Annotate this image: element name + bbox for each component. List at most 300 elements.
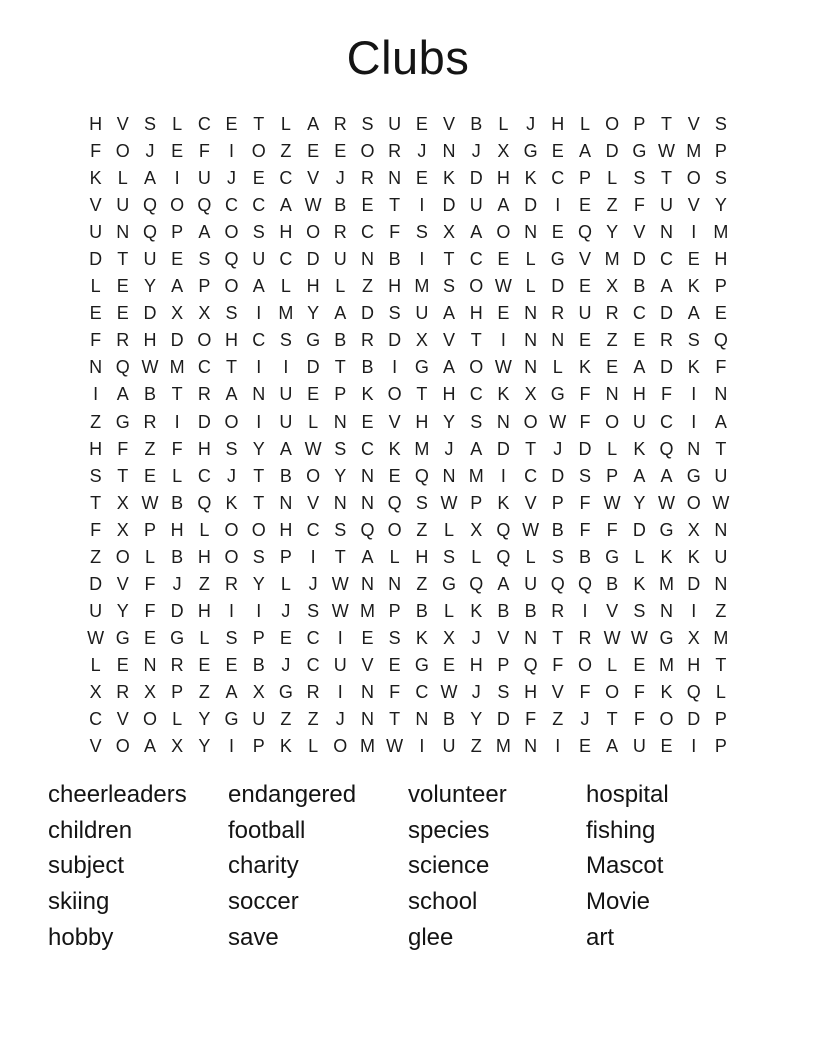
grid-letter: Q (414, 465, 429, 486)
grid-letter: N (714, 384, 728, 405)
grid-letter: H (143, 330, 157, 351)
grid-letter: H (197, 438, 211, 459)
grid-letter: I (419, 249, 425, 270)
grid-letter: E (252, 168, 265, 189)
grid-letter: I (691, 736, 697, 757)
grid-letter: C (551, 168, 565, 189)
grid-letter: V (116, 709, 129, 730)
grid-letter: U (415, 303, 429, 324)
grid-letter: D (605, 141, 619, 162)
grid-letter: S (225, 627, 238, 648)
grid-letter: Z (280, 141, 292, 162)
word-item: art (586, 923, 615, 951)
grid-letter: S (225, 303, 238, 324)
grid-letter: L (172, 114, 183, 135)
grid-letter: E (143, 627, 156, 648)
grid-letter: X (443, 222, 456, 243)
grid-letter: G (115, 411, 130, 432)
grid-letter: S (497, 682, 510, 702)
grid-letter: O (115, 736, 130, 757)
grid-letter: Z (90, 546, 102, 567)
grid-letter: E (578, 276, 591, 297)
grid-letter: V (388, 411, 401, 432)
grid-letter: D (170, 330, 184, 351)
grid-letter: J (227, 168, 237, 189)
grid-letter: O (605, 682, 620, 702)
grid-letter: E (633, 330, 646, 351)
grid-letter: C (415, 682, 429, 702)
grid-letter: N (524, 627, 538, 648)
grid-letter: C (632, 303, 646, 324)
grid-letter: N (524, 330, 538, 351)
grid-letter: T (715, 654, 727, 675)
grid-letter: S (361, 114, 374, 135)
grid-letter: F (144, 600, 156, 621)
grid-letter: K (497, 492, 510, 513)
grid-letter: Q (577, 573, 592, 594)
grid-letter: E (606, 357, 619, 378)
grid-letter: W (712, 492, 730, 513)
grid-letter: A (143, 168, 156, 189)
word-item: hobby (48, 923, 114, 951)
grid-letter: A (606, 736, 619, 757)
grid-letter: V (551, 682, 564, 702)
grid-letter: E (660, 736, 673, 757)
grid-letter: Q (142, 222, 157, 243)
grid-letter: O (523, 411, 538, 432)
grid-letter: W (549, 411, 567, 432)
grid-letter: Y (606, 222, 619, 243)
grid-letter: E (198, 654, 211, 675)
grid-letter: I (691, 600, 697, 621)
grid-letter: X (116, 492, 129, 513)
grid-letter: M (686, 141, 702, 162)
grid-letter: I (256, 303, 262, 324)
grid-letter: O (387, 519, 402, 540)
grid-letter: K (578, 357, 591, 378)
grid-letter: H (279, 222, 293, 243)
grid-letter: T (661, 168, 673, 189)
grid-letter: I (500, 330, 506, 351)
grid-letter: C (469, 249, 483, 270)
grid-letter: V (687, 195, 700, 216)
grid-letter: A (470, 438, 483, 459)
grid-letter: O (306, 222, 321, 243)
grid-letter: S (143, 114, 156, 135)
grid-letter: U (252, 249, 266, 270)
grid-letter: W (331, 600, 349, 621)
grid-letter: O (197, 330, 212, 351)
grid-letter: U (714, 465, 728, 486)
grid-letter: L (607, 438, 618, 459)
grid-letter: Q (496, 519, 511, 540)
grid-letter: A (687, 303, 700, 324)
grid-letter: N (415, 709, 429, 730)
grid-letter: I (93, 384, 99, 405)
grid-letter: S (415, 222, 428, 243)
grid-letter: T (253, 492, 265, 513)
grid-letter: E (497, 303, 510, 324)
grid-letter: U (333, 654, 347, 675)
grid-letter: O (251, 519, 266, 540)
grid-letter: U (252, 709, 266, 730)
grid-letter: U (116, 195, 130, 216)
grid-letter: V (443, 114, 456, 135)
grid-letter: O (333, 736, 348, 757)
grid-letter: Q (197, 195, 212, 216)
grid-letter: H (170, 519, 184, 540)
grid-letter: D (551, 276, 565, 297)
grid-letter: J (471, 627, 481, 648)
grid-letter: M (359, 600, 375, 621)
grid-letter: L (634, 546, 645, 567)
grid-letter: M (659, 573, 675, 594)
grid-letter: A (198, 222, 211, 243)
grid-letter: V (89, 195, 102, 216)
grid-letter: G (170, 627, 185, 648)
grid-letter: O (306, 465, 321, 486)
grid-letter: W (386, 736, 404, 757)
grid-letter: R (116, 330, 130, 351)
grid-letter: L (498, 114, 509, 135)
grid-letter: T (334, 546, 346, 567)
grid-letter: D (442, 195, 456, 216)
grid-letter: J (526, 114, 536, 135)
grid-letter: U (279, 384, 293, 405)
grid-letter: Z (552, 709, 564, 730)
grid-letter: N (360, 492, 374, 513)
grid-letter: E (361, 627, 374, 648)
grid-letter: K (687, 276, 700, 297)
grid-letter: L (199, 627, 210, 648)
grid-letter: D (306, 249, 320, 270)
grid-letter: Y (252, 438, 265, 459)
grid-letter: X (252, 682, 265, 702)
grid-letter: C (306, 654, 320, 675)
grid-letter: E (687, 249, 700, 270)
grid-letter: X (524, 384, 537, 405)
grid-letter: E (551, 222, 564, 243)
grid-letter: J (335, 709, 345, 730)
grid-letter: C (306, 519, 320, 540)
grid-letter: N (551, 330, 565, 351)
grid-letter: A (497, 573, 510, 594)
grid-letter: U (143, 249, 157, 270)
grid-letter: C (252, 330, 266, 351)
grid-letter: X (443, 627, 456, 648)
grid-letter: Y (714, 195, 727, 216)
grid-letter: U (632, 736, 646, 757)
grid-letter: X (687, 519, 700, 540)
grid-letter: R (197, 384, 211, 405)
grid-letter: S (225, 438, 238, 459)
grid-letter: T (715, 438, 727, 459)
grid-letter: Z (198, 682, 210, 702)
grid-letter: B (361, 357, 374, 378)
grid-letter: L (90, 276, 101, 297)
grid-letter: G (686, 465, 701, 486)
grid-letter: Z (307, 709, 319, 730)
grid-letter: J (444, 438, 454, 459)
grid-letter: B (606, 573, 619, 594)
grid-letter: I (337, 682, 343, 702)
grid-letter: S (633, 600, 646, 621)
grid-letter: B (171, 492, 184, 513)
grid-letter: E (361, 195, 374, 216)
grid-letter: C (524, 465, 538, 486)
grid-letter: D (578, 438, 592, 459)
grid-letter: S (89, 465, 102, 486)
grid-letter: T (90, 492, 102, 513)
grid-letter: U (89, 600, 103, 621)
grid-letter: E (388, 654, 401, 675)
grid-letter: Z (416, 519, 428, 540)
grid-letter: P (388, 600, 401, 621)
grid-letter: A (171, 276, 184, 297)
grid-letter: N (442, 465, 456, 486)
grid-letter: A (443, 357, 456, 378)
word-item: endangered (228, 780, 357, 808)
grid-letter: W (522, 519, 540, 540)
grid-letter: A (578, 141, 591, 162)
word-item: Mascot (586, 852, 664, 880)
grid-letter: W (141, 357, 159, 378)
grid-letter: R (605, 303, 619, 324)
grid-letter: N (442, 141, 456, 162)
grid-letter: D (632, 519, 646, 540)
grid-letter: Y (198, 736, 211, 757)
grid-letter: A (633, 357, 646, 378)
word-item: glee (408, 923, 454, 951)
grid-letter: I (500, 465, 506, 486)
grid-letter: I (691, 222, 697, 243)
grid-letter: F (661, 384, 673, 405)
grid-letter: O (686, 492, 701, 513)
grid-letter: P (633, 114, 646, 135)
grid-letter: R (116, 682, 130, 702)
grid-letter: R (551, 600, 565, 621)
grid-letter: D (660, 357, 674, 378)
grid-letter: E (225, 654, 238, 675)
grid-letter: X (171, 736, 184, 757)
grid-letter: N (687, 438, 701, 459)
grid-letter: X (497, 141, 510, 162)
grid-letter: G (442, 573, 457, 594)
grid-letter: E (307, 384, 320, 405)
grid-letter: T (117, 249, 129, 270)
grid-letter: N (388, 573, 402, 594)
grid-letter: K (470, 600, 483, 621)
grid-letter: E (578, 736, 591, 757)
word-item: science (408, 852, 490, 880)
grid-letter: N (524, 357, 538, 378)
grid-letter: L (280, 573, 291, 594)
grid-letter: W (494, 276, 512, 297)
grid-letter: K (497, 384, 510, 405)
grid-letter: N (360, 249, 374, 270)
grid-letter: O (170, 195, 185, 216)
grid-letter: I (555, 736, 561, 757)
grid-letter: Q (387, 492, 402, 513)
grid-letter: W (440, 492, 458, 513)
grid-letter: R (170, 654, 184, 675)
grid-letter: T (552, 627, 564, 648)
grid-letter: E (116, 276, 129, 297)
grid-letter: M (278, 303, 294, 324)
grid-letter: I (283, 357, 289, 378)
grid-letter: F (579, 519, 591, 540)
grid-letter: U (524, 573, 538, 594)
grid-letter: B (334, 330, 347, 351)
word-item: save (228, 923, 279, 951)
grid-letter: M (604, 249, 620, 270)
grid-letter: S (279, 330, 292, 351)
grid-letter: N (360, 682, 374, 702)
grid-letter: K (388, 438, 401, 459)
grid-letter: E (89, 303, 102, 324)
grid-letter: L (280, 276, 291, 297)
grid-letter: H (279, 519, 293, 540)
grid-letter: V (633, 222, 646, 243)
grid-letter: U (333, 249, 347, 270)
page-title: Clubs (346, 31, 470, 84)
grid-letter: M (659, 654, 675, 675)
grid-letter: Z (361, 276, 373, 297)
grid-letter: L (471, 546, 482, 567)
grid-letter: W (603, 492, 621, 513)
grid-letter: H (469, 654, 483, 675)
grid-letter: O (115, 141, 130, 162)
grid-letter: D (551, 465, 565, 486)
grid-letter: T (606, 709, 618, 730)
grid-letter: M (713, 627, 729, 648)
grid-letter: P (714, 276, 727, 297)
grid-letter: Z (606, 330, 618, 351)
grid-letter: L (552, 357, 563, 378)
grid-letter: H (714, 249, 728, 270)
grid-letter: D (469, 168, 483, 189)
grid-letter: D (197, 411, 211, 432)
grid-letter: U (279, 411, 293, 432)
grid-letter: H (632, 384, 646, 405)
grid-letter: Q (142, 195, 157, 216)
grid-letter: Q (686, 682, 701, 702)
grid-letter: L (90, 654, 101, 675)
grid-letter: C (279, 168, 293, 189)
grid-letter: C (197, 465, 211, 486)
grid-letter: Y (252, 573, 265, 594)
grid-letter: K (89, 168, 102, 189)
grid-letter: U (578, 303, 592, 324)
grid-letter: N (660, 600, 674, 621)
grid-letter: A (497, 195, 510, 216)
grid-letter: W (331, 573, 349, 594)
grid-letter: Z (715, 600, 727, 621)
word-item: species (408, 816, 490, 844)
grid-letter: F (715, 357, 727, 378)
grid-letter: E (578, 195, 591, 216)
grid-letter: H (442, 384, 456, 405)
grid-letter: S (714, 114, 727, 135)
grid-letter: H (197, 600, 211, 621)
grid-letter: F (579, 411, 591, 432)
grid-letter: G (605, 546, 620, 567)
grid-letter: S (388, 627, 401, 648)
grid-letter: V (89, 736, 102, 757)
grid-letter: E (415, 114, 428, 135)
grid-letter: D (360, 303, 374, 324)
grid-letter: L (308, 736, 319, 757)
grid-letter: C (279, 249, 293, 270)
grid-letter: U (89, 222, 103, 243)
grid-letter: E (551, 141, 564, 162)
grid-letter: E (307, 141, 320, 162)
grid-letter: Y (633, 492, 646, 513)
grid-letter: U (469, 195, 483, 216)
grid-letter: C (252, 195, 266, 216)
grid-letter: D (524, 195, 538, 216)
grid-letter: W (630, 627, 648, 648)
grid-letter: H (415, 546, 429, 567)
grid-letter: A (361, 546, 374, 567)
grid-letter: E (415, 168, 428, 189)
grid-letter: M (495, 736, 511, 757)
grid-letter: T (470, 330, 482, 351)
grid-letter: K (443, 168, 456, 189)
grid-letter: V (606, 600, 619, 621)
grid-letter: S (633, 168, 646, 189)
grid-letter: F (144, 573, 156, 594)
grid-letter: M (169, 357, 185, 378)
grid-letter: R (388, 141, 402, 162)
grid-letter: L (389, 546, 400, 567)
grid-letter: B (279, 465, 292, 486)
grid-letter: W (141, 492, 159, 513)
grid-letter: B (415, 600, 428, 621)
grid-letter: F (579, 384, 591, 405)
grid-letter: Q (713, 330, 728, 351)
grid-letter: B (334, 195, 347, 216)
grid-letter: N (524, 736, 538, 757)
grid-letter: V (524, 492, 537, 513)
grid-letter: H (306, 276, 320, 297)
grid-letter: A (660, 276, 673, 297)
grid-letter: P (252, 627, 265, 648)
word-item: cheerleaders (48, 780, 187, 808)
grid-letter: Y (198, 709, 211, 730)
word-item: football (228, 816, 306, 844)
grid-letter: D (89, 249, 103, 270)
grid-letter: E (334, 141, 347, 162)
grid-letter: K (633, 438, 646, 459)
grid-letter: R (306, 682, 320, 702)
grid-letter: W (87, 627, 105, 648)
word-list (48, 777, 669, 955)
grid-letter: G (550, 384, 565, 405)
grid-letter: O (360, 141, 375, 162)
grid-letter: Y (307, 303, 320, 324)
grid-letter: R (143, 411, 157, 432)
grid-letter: L (172, 709, 183, 730)
grid-letter: E (116, 654, 129, 675)
grid-letter: L (308, 411, 319, 432)
grid-letter: J (227, 465, 237, 486)
grid-letter: E (388, 465, 401, 486)
grid-letter: E (633, 654, 646, 675)
grid-letter: X (415, 330, 428, 351)
grid-letter: I (310, 546, 316, 567)
grid-letter: C (225, 195, 239, 216)
